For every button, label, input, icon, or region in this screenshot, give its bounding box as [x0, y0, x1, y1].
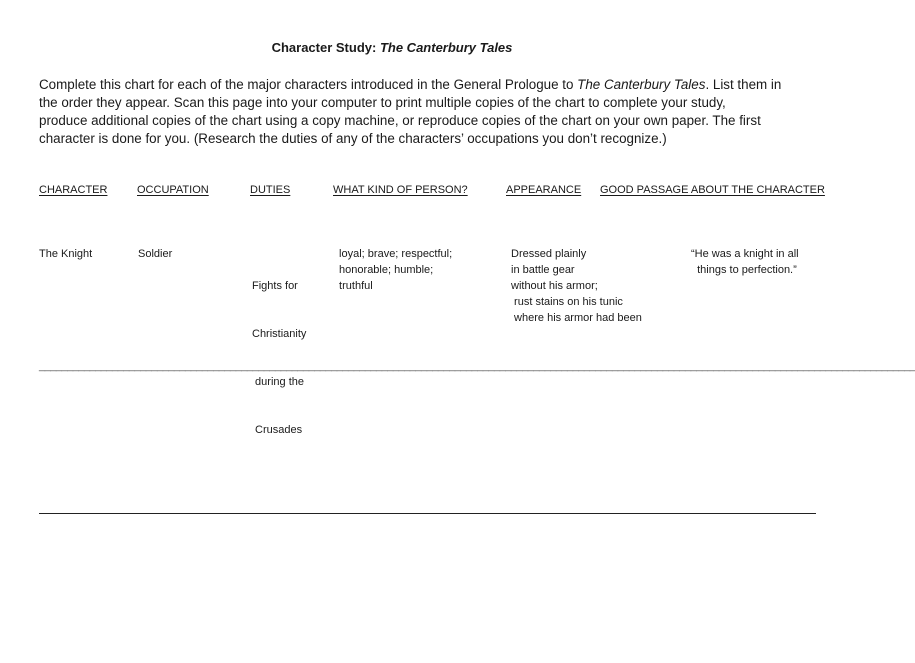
- header-character: CHARACTER: [39, 184, 108, 196]
- header-good-passage: GOOD PASSAGE ABOUT THE CHARACTER: [600, 184, 825, 196]
- title-book: The Canterbury Tales: [379, 40, 513, 55]
- example-kind-of-person: loyal; brave; respectful; honorable; humble; truthful: [336, 248, 453, 292]
- example-duties: Fights for Christianity during the Crusades: [252, 280, 307, 436]
- instructions-paragraph: [39, 76, 829, 148]
- row-separator-underscores: ____________________________________________________________________________________________________________________________________________________________: [39, 360, 915, 372]
- instructions-line-4: character is done for you. (Research the duties of any of the characters’ occupations you don’t recognize.): [39, 131, 667, 146]
- row-separator-line: [39, 513, 816, 514]
- header-occupation: OCCUPATION: [137, 184, 209, 196]
- example-appearance: Dressed plainly in battle gear without his armor; rust stains on his tunic where his armor had been: [511, 248, 642, 324]
- example-good-passage: “He was a knight in all things to perfection.”: [691, 248, 799, 276]
- header-appearance: APPEARANCE: [506, 184, 582, 196]
- example-character: The Knight: [39, 248, 93, 260]
- header-duties: DUTIES: [250, 184, 291, 196]
- example-occupation: Soldier: [138, 248, 173, 260]
- instructions-line-1: Complete this chart for each of the major characters introduced in the General Prologue to The Canterbury Tales. List them in: [39, 77, 782, 92]
- instructions-line-2: the order they appear. Scan this page into your computer to print multiple copies of the chart to complete your study,: [39, 95, 726, 110]
- instructions-line-3: produce additional copies of the chart using a copy machine, or reproduce copies of the chart on your own paper. The first: [39, 113, 761, 128]
- header-kind-of-person: WHAT KIND OF PERSON?: [333, 184, 468, 196]
- page-title: [0, 40, 784, 55]
- title-prefix: Character Study:: [271, 40, 380, 55]
